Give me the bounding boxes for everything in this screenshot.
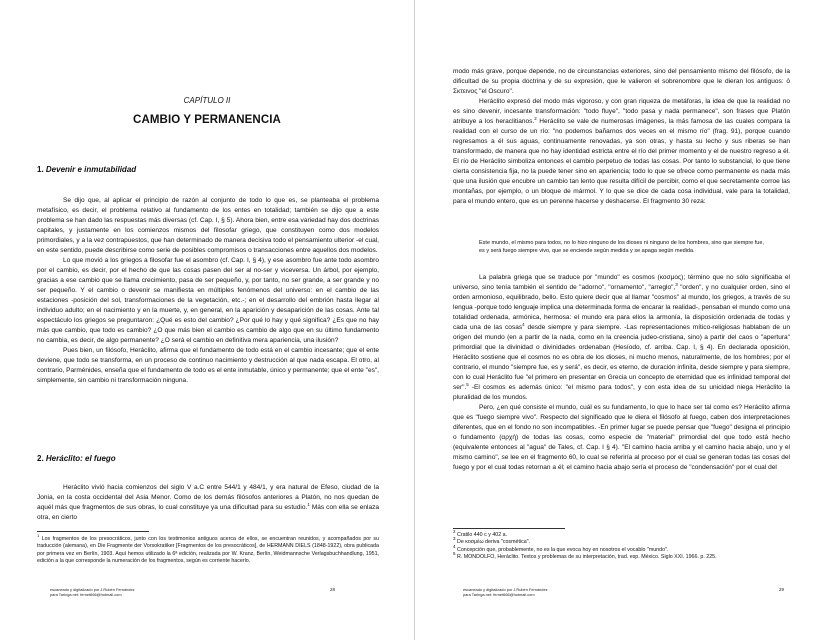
right-body-bottom: [453, 273, 790, 473]
footnote-number: 5: [453, 551, 456, 557]
footnote-number: 4: [453, 543, 456, 549]
footnote-marker[interactable]: 4: [522, 321, 525, 327]
footnote-marker[interactable]: 5: [466, 381, 469, 387]
footnote-text: R. MONDOLFO, Heráclito. Textos y problemas de su interpretación, trad. esp. México. Siglo XXI. 1966. p. 225.: [457, 553, 717, 560]
paragraph-text: Heráclito vivió hacia comienzos del siglo V a.C entre 544/1 y 484/1, y era natural de Efeso, ciudad de la Jonia, en la costa occidental del Asia Menor. Como de los demás filósofos anteriores a Platón, no nos quedan de aquél más que fragmentos de sus obras, lo cual constituye ya una dificultad para su estudio.: [37, 484, 379, 511]
footnote-marker[interactable]: 2: [534, 115, 537, 121]
footnote-number: 2: [453, 529, 456, 535]
left-page: [0, 0, 414, 640]
paragraph-text: La palabra griega que se traduce por "mundo" es cosmos (κοσμος); término que no sólo significaba el universo, sino tenía también el sentido de "adorno", "ornamento", "arreglo",: [453, 274, 790, 291]
block-quote: Este mundo, el mismo para todos, no lo hizo ninguno de los dioses ni ninguno de los hombres, sino que siempre fue, es y será fuego siempre vivo, que se enciende según medida y se apaga según medida.: [479, 240, 764, 254]
page-footer: [50, 587, 135, 597]
chapter-label: CAPÍTULO II: [183, 96, 231, 105]
section-heading-2: [37, 454, 116, 463]
footer-line: escaneado y digitalizado por J.Rubén Fernández: [50, 587, 135, 592]
paragraph: [37, 483, 379, 523]
right-page: [415, 0, 829, 640]
paragraph-text: desde siempre y para siempre. -Las representaciones mítico-religiosas hablaban de un origen del mundo (en a partir de la nada, como en la creencia judeo-cristiana, sino) a partir del caos o "apertura" primordial que la divinidad o divinidades ordenaban (Hesíodo, cf. arriba. Cap. I, § 4). En declarada oposición, Heráclito sostiene que el cosmos no es obra de los dioses, ni mucho menos, naturalmente, de los hombres; por el contrario, el mundo "siempre fue, es y será", es decir, es eterno, de duración infinita, desde siempre y para siempre, con lo cual Heráclito fue "el primero en presentar en Grecia un concepto de eternidad que es infinidad temporal del ser".: [453, 324, 790, 391]
section-2-body: [37, 483, 379, 523]
footer-line: para Taringa.net: fernet666@hotmail.com: [50, 592, 122, 597]
footnotes: [453, 529, 790, 561]
paragraph: modo más grave, porque depende, no de circunstancias exteriores, sino del pensamiento mismo del filósofo, de la dificultad de su propia doctrina y de su expresión, que le valieron el sobrenombre que le dieran los antiguos: ὁ Σκτεινος "el Oscuro".: [453, 68, 790, 95]
paragraph: Pues bien, un filósofo, Heráclito, afirma que el fundamento de todo está en el cambio incesante; que el ente deviene, que todo se transforma, en un proceso de continuo nacimiento y destrucción al que nada escapa. El otro, al contrario, Parménides, enseña que el fundamento de todo es el ente inmutable, único y permanente; que el ente "es", simplemente, sin cambio ni transformación ninguna.: [37, 347, 379, 384]
paragraph-text: Heráclito se vale de numerosas imágenes, la más famosa de las cuales compara la realidad con el curso de un río: "no podemos bañarnos dos veces en el mismo río" (frag. 91), porque cuando regresamos a él sus aguas, continuamente renovadas, ya son otras, y hasta su lecho y sus riberas se han transformado, de manera que no hay identidad estricta entre el río del primer momento y el de nuestro regreso a él. El río de Heráclito simboliza entonces el cambio perpetuo de todas las cosas. Por tanto lo substancial, lo que tiene cierta consistencia fija, no la puede tener sino en apariencia; todo lo que se ofrece como permanente es nada más que una ilusión que encubre un cambio tan lento que resulta difícil de percibir, como el que secretamente corroe las montañas, por ejemplo, o un bloque de mármol. Y lo que se dice de cada cosa individual, vale para la totalidad, para el mundo entero, que es un perenne hacerse y deshacerse. El fragmento 30 reza:: [453, 118, 790, 205]
footer-line: escaneado y digitalizado por J.Rubén Fernández: [463, 587, 548, 592]
section-number: 1.: [37, 165, 44, 174]
footnote-number: 1: [37, 533, 40, 539]
paragraph-text: "orden", y no cualquier orden, sino el orden armonioso, equilibrado, bello. Esto quiere decir que al llamar "cosmos" al mundo, los griegos, a través de su lengua -porque todo lenguaje implica una determinada forma de encarar la realidad-, pensaban el mundo como una totalidad ordenada, armónica, hermosa: el mundo era para ellos la armonía, la disposición ordenada de todas y cada una de las cosas: [453, 284, 790, 331]
chapter-title: CAMBIO Y PERMANENCIA: [133, 114, 281, 126]
page-footer: [463, 587, 548, 597]
section-number: 2.: [37, 454, 44, 463]
page-number: 29: [779, 587, 785, 592]
paragraph-text: Más con ella se enlaza otra, en cierto: [37, 504, 380, 521]
right-body-top: [453, 67, 790, 207]
paragraph-text: Heráclito expresó del modo más vigoroso, y con gran riqueza de metáforas, la idea de que la realidad no es sino devenir, incesante transformación: "todo fluye", "todo pasa y nada permanece", son frases que Platón atribuye a los heraclitianos.: [453, 98, 790, 125]
paragraph: Lo que movió a los griegos a filosofar fue el asombro (cf. Cap. I, § 4), y ese asombro fue ante todo asombro por el cambio, es decir, por el hecho de que las cosas pasen del ser al no-ser y viceversa. Un árbol, por ejemplo, gracias a ese cambio que se llama crecimiento, pasa de ser pequeño, y, por tanto, no ser grande, a ser grande y no ser pequeño. Y el cambio o devenir se manifiesta en múltiples fenómenos del universo: en el cambio de las estaciones -posición del sol, transformaciones de la vegetación, etc.-; en el desarrollo del embrión hasta llegar al individuo adulto; en el nacimiento y en la muerte, y, en general, en la aparición y desaparición de las cosas. Ante tal espectáculo los griegos se preguntaron: ¿Qué es esto del cambio? ¿Por qué lo hay y qué significa? ¿Es que no hay más que cambio, que todo es cambio? ¿O que más bien el cambio es cambio de algo que en su último fundamento no cambia, es decir, de algo permanente? ¿O será el cambio en definitiva mera apariencia, una ilusión?: [37, 257, 379, 344]
footnote-text: Concepción que, probablemente, no es la que evoca hoy en nosotros el vocablo "mundo".: [457, 546, 669, 553]
footnote-rule: [37, 531, 149, 532]
section-1-body: [37, 196, 379, 386]
footnote-text: Los fragmentos de los presocráticos, junto con los testimonios antiguos acerca de ellos, se encuentran reunidos, y acompañados por su traducción (alemana), en Die Fragmente der Vorsokratiker [Fragmentos de los presocráticos], de HERMANN DIELS (1848-1922), obra publicada por primera vez en Berlín, 1903. Aquí hemos utilizado la 6ª edición, realizada por W. Kranz, Berlín, Weidmannsche Verlagsbuchhandlung, 1951, edición a la que corresponde la numeración de los fragmentos, según es corriente hacerlo.: [37, 536, 379, 564]
footnote-text: Cratilo 440 c y 402 a.: [457, 532, 508, 538]
footnote-marker[interactable]: 3: [675, 281, 678, 287]
paragraph: Pero, ¿en qué consiste el mundo, cuál es su fundamento, lo que lo hace ser tal como es? Heráclito afirma que es "fuego siempre vivo". Respecto del significado que le diera el filósofo al fuego, caben dos interpretaciones diferentes, que en el fondo no son incompatibles. -En primer lugar se puede pensar que "fuego" designa el principio o fundamento (αρχή) de todas las cosas, como especie de "material" primordial del que todo está hecho (equivalente entonces al "agua" de Tales, cf. Cap. I § 4). "El camino hacia arriba y el camino hacia abajo, uno y el mismo camino", se lee en el fragmento 60, lo cual se referiría al proceso por el cual se generan todas las cosas del fuego y por el cual todas retornan a él; el camino hacia abajo sería el proceso de "condensación" por el cual del: [453, 404, 790, 471]
footnote: [453, 551, 790, 561]
footnote-marker[interactable]: 1: [307, 501, 310, 507]
footnote: [37, 533, 379, 565]
section-title: Heráclito: el fuego: [45, 454, 116, 463]
footer-line: para Taringa.net: fernet666@hotmail.com: [463, 592, 535, 597]
footnote-text: De κοσμέω deriva "cosmética".: [457, 539, 531, 546]
paragraph: [453, 97, 790, 207]
paragraph: [453, 273, 790, 403]
footnote-rule: [453, 528, 565, 529]
section-heading-1: [37, 165, 136, 174]
paragraph: Se dijo que, al aplicar el principio de razón al conjunto de todo lo que es, se planteaba el problema metafísico, es decir, el problema relativo al fundamento de los entes en totalidad; también se dijo que a este problema se han dado las respuestas más diversas (cf. Cap. I, § 5). Ahora bien, entre esa variedad hay dos doctrinas capitales, y justamente en los comienzos mismos del filosofar griego, que constituyen como dos modelos primordiales, y a la vez contrapuestos, que han determinado de manera decisiva todo el pensamiento ulterior -el cual, en este sentido, puede describirse como serie de posibles compromisos o transacciones entre aquellos dos modelos.: [37, 197, 379, 254]
page-number: 28: [330, 587, 336, 592]
footnote: [453, 536, 790, 546]
footnote-number: 3: [453, 536, 456, 542]
section-title: Devenir e inmutabilidad: [45, 165, 137, 174]
paragraph-text: -El cosmos es además único: "el mismo para todos", y con esta idea de su unicidad niega Heráclito la pluralidad de los mundos.: [453, 384, 790, 401]
